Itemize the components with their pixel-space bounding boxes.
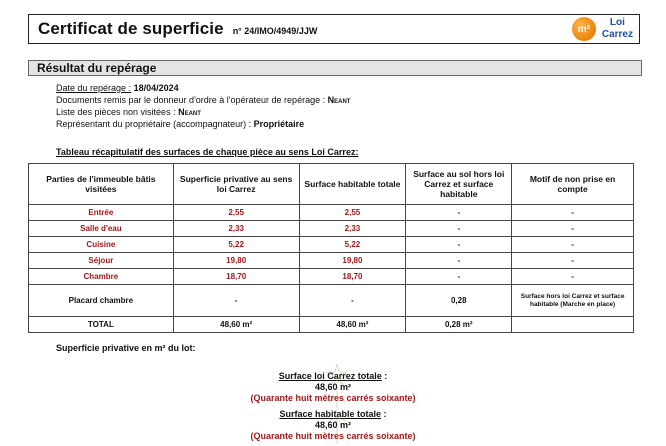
carrez-total-line — [0, 371, 666, 382]
table-row — [29, 253, 634, 269]
header-habitable-area: Surface habitable totale — [299, 164, 406, 205]
excluded-area: - — [406, 221, 512, 237]
carrez-total-label: Surface loi Carrez totale — [278, 371, 382, 381]
excluded-area: - — [406, 205, 512, 221]
header-exclusion-reason: Motif de non prise en compte — [512, 164, 634, 205]
header-rooms: Parties de l'immeuble bâtis visitées — [29, 164, 174, 205]
exclusion-reason: Surface hors loi Carrez et surface habitable (Marche en place) — [512, 285, 634, 317]
inspection-date-line — [56, 82, 350, 94]
table-total-row — [29, 317, 634, 333]
carrez-area: 19,80 — [173, 253, 299, 269]
carrez-total-colon: : — [384, 371, 388, 381]
reference-number: n° 24/IMO/4949/JJW — [232, 25, 318, 36]
room-name: Salle d'eau — [29, 221, 174, 237]
room-name: Cuisine — [29, 237, 174, 253]
habitable-total-colon: : — [383, 409, 387, 419]
surfaces-table — [28, 163, 634, 333]
logo-line-1: Loi — [609, 17, 625, 28]
habitable-total-value: 48,60 m² — [314, 420, 352, 430]
habitable-total-line — [0, 409, 666, 420]
carrez-total-value: 48,60 m² — [314, 382, 352, 392]
excluded-area: - — [406, 269, 512, 285]
total-exclusion-reason — [512, 317, 634, 333]
carrez-summary — [0, 371, 666, 404]
habitable-total-label: Surface habitable totale — [279, 409, 381, 419]
table-row — [29, 205, 634, 221]
table-row — [29, 221, 634, 237]
habitable-area: - — [299, 285, 406, 317]
table-row — [29, 237, 634, 253]
table-caption: Tableau récapitulatif des surfaces de chaque pièce au sens Loi Carrez: — [56, 147, 359, 157]
carrez-area: 18,70 — [173, 269, 299, 285]
total-label: TOTAL — [29, 317, 174, 333]
total-excluded-area: 0,28 m² — [406, 317, 512, 333]
representative-value: Propriétaire — [253, 119, 305, 129]
habitable-area: 19,80 — [299, 253, 406, 269]
unvisited-rooms-label: Liste des pièces non visitées : — [56, 107, 176, 117]
logo-text — [602, 17, 633, 41]
inspection-date-value: 18/04/2024 — [133, 83, 179, 93]
certificate-header — [28, 14, 640, 44]
section-header — [28, 60, 642, 76]
document-title: Certificat de superficie — [38, 19, 224, 38]
room-name: Placard chambre — [29, 285, 174, 317]
unvisited-rooms-value: Neant — [178, 107, 201, 117]
room-name: Séjour — [29, 253, 174, 269]
habitable-summary — [0, 409, 666, 442]
habitable-area: 18,70 — [299, 269, 406, 285]
habitable-area: 2,33 — [299, 221, 406, 237]
excluded-area: - — [406, 237, 512, 253]
carrez-area: - — [173, 285, 299, 317]
inspection-info — [56, 82, 350, 130]
documents-line — [56, 94, 350, 106]
documents-label: Documents remis par le donneur d'ordre à l'opérateur de repérage : — [56, 95, 326, 105]
room-name: Chambre — [29, 269, 174, 285]
total-carrez-area: 48,60 m² — [173, 317, 299, 333]
documents-value: Neant — [327, 95, 351, 105]
room-name: Entrée — [29, 205, 174, 221]
representative-label: Représentant du propriétaire (accompagnateur) : — [56, 119, 252, 129]
habitable-area: 2,55 — [299, 205, 406, 221]
table-header-row — [29, 164, 634, 205]
carrez-total-words: (Quarante huit mètres carrés soixante) — [250, 393, 416, 403]
exclusion-reason: - — [512, 269, 634, 285]
table-row — [29, 269, 634, 285]
total-habitable-area: 48,60 m² — [299, 317, 406, 333]
excluded-area: 0,28 — [406, 285, 512, 317]
representative-line — [56, 118, 350, 130]
lot-area-title: Superficie privative en m² du lot: — [56, 343, 196, 353]
table-row — [29, 285, 634, 317]
inspection-date-label: Date du repérage : — [56, 83, 132, 93]
exclusion-reason: - — [512, 253, 634, 269]
loi-carrez-logo — [572, 16, 633, 42]
m2-badge-icon: m² — [572, 17, 596, 41]
header-excluded-area: Surface au sol hors loi Carrez et surface habitable — [406, 164, 512, 205]
section-title: Résultat du repérage — [37, 61, 157, 75]
exclusion-reason: - — [512, 205, 634, 221]
logo-line-2: Carrez — [601, 29, 633, 40]
unvisited-rooms-line — [56, 106, 350, 118]
exclusion-reason: - — [512, 237, 634, 253]
carrez-area: 2,55 — [173, 205, 299, 221]
excluded-area: - — [406, 253, 512, 269]
carrez-area: 2,33 — [173, 221, 299, 237]
carrez-area: 5,22 — [173, 237, 299, 253]
header-carrez-area: Superficie privative au sens loi Carrez — [173, 164, 299, 205]
habitable-total-words: (Quarante huit mètres carrés soixante) — [250, 431, 416, 441]
habitable-area: 5,22 — [299, 237, 406, 253]
exclusion-reason: - — [512, 221, 634, 237]
